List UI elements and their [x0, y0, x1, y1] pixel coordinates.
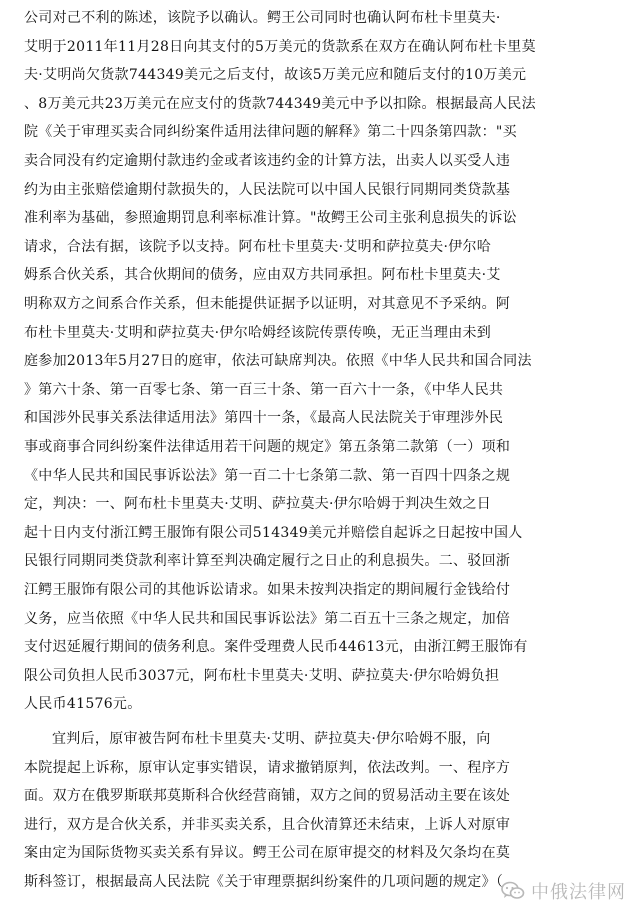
text-line: 、8万美元共23万美元在应支付的货款744349美元中予以扣除。根据最高人民法: [24, 95, 536, 112]
text-line: 起十日内支付浙江鳄王服饰有限公司514349美元并赔偿自起诉之日起按中国人: [24, 524, 523, 541]
watermark: [501, 878, 626, 904]
text-line: 艾明于2011年11月28日向其支付的5万美元的货款系在双方在确认阿布杜卡里莫: [24, 38, 536, 55]
text-line: 约为由主张赔偿逾期付款损失的，人民法院可以中国人民银行同期同类贷款基: [24, 181, 511, 198]
text-line: 斯科签订，根据最高人民法院《关于审理票据纠纷案件的几项问题的规定》（: [24, 874, 504, 890]
text-line: 夫·艾明尚欠货款744349美元之后支付，故该5万美元应和随后支付的10万美元: [24, 67, 527, 84]
text-line: 事或商事合同纠纷案件法律适用若干问题的规定》第五条第二款第（一）项和: [24, 439, 511, 455]
text-line: 》第六十条、第一百零七条、第一百三十条、第一百六十一条，《中华人民共: [24, 381, 504, 398]
text-line: 义务，应当依照《中华人民共和国民事诉讼法》第二百五十三条之规定，加倍: [24, 610, 511, 627]
text-line: 卖合同没有约定逾期付款违约金或者该违约金的计算方法，出卖人以买受人违: [24, 153, 511, 169]
watermark-text: 中俄法律网: [531, 882, 626, 903]
text-line: 定，判决：一、阿布杜卡里莫夫·艾明、萨拉莫夫·伊尔哈姆于判决生效之日: [24, 496, 492, 513]
text-line: 明称双方之间系合作关系，但未能提供证据予以证明，对其意见不予采纳。阿: [24, 296, 511, 312]
wechat-icon: [501, 881, 525, 901]
text-line: 庭参加2013年5月27日的庭审，依法可缺席判决。依照《中华人民共和国合同法: [24, 353, 532, 370]
text-line: 公司对己不利的陈述，该院予以确认。鳄王公司同时也确认阿布杜卡里莫夫·: [24, 10, 501, 26]
text-line: 院《关于审理买卖合同纠纷案件适用法律问题的解释》第二十四条第四款："买: [24, 124, 517, 141]
text-line: 限公司负担人民币3037元，阿布杜卡里莫夫·艾明、萨拉莫夫·伊尔哈姆负担: [24, 667, 500, 684]
text-line: 宜判后，原审被告阿布杜卡里莫夫·艾明、萨拉莫夫·伊尔哈姆不服，向: [52, 731, 491, 747]
text-line: 请求，合法有据，该院予以支持。阿布杜卡里莫夫·艾明和萨拉莫夫·伊尔哈: [24, 238, 492, 255]
text-line: 民银行同期同类贷款利率计算至判决确定履行之日止的利息损失。二、驳回浙: [24, 553, 511, 570]
text-line: 布杜卡里莫夫·艾明和萨拉莫夫·伊尔哈姆经该院传票传唤，无正当理由未到: [24, 324, 492, 341]
text-line: 进行，双方是合伙关系，并非买卖关系，且合伙清算还未结束，上诉人对原审: [24, 816, 511, 833]
text-line: 准利率为基础，参照逾期罚息利率标准计算。"故鳄王公司主张利息损失的诉讼: [24, 210, 517, 227]
text-line: 面。双方在俄罗斯联邦莫斯科合伙经营商铺，双方之间的贸易活动主要在该处: [24, 788, 511, 805]
text-line: 人民币41576元。: [24, 696, 142, 713]
text-line: 本院提起上诉称，原审认定事实错误，请求撤销原判，依法改判。一、程序方: [24, 759, 511, 776]
text-line: 姆系合伙关系，其合伙期间的债务，应由双方共同承担。阿布杜卡里莫夫·艾: [24, 267, 501, 284]
text-line: 和国涉外民事关系法律适用法》第四十一条，《最高人民法院关于审理涉外民: [24, 410, 504, 427]
text-line: 案由定为国际货物买卖关系有异议。鳄王公司在原审提交的材料及欠条均在莫: [24, 845, 511, 862]
text-line: 江鳄王服饰有限公司的其他诉讼请求。如果未按判决指定的期间履行金钱给付: [24, 582, 511, 598]
text-line: 支付迟延履行期间的债务利息。案件受理费人民币44613元，由浙江鳄王服饰有: [24, 639, 528, 656]
text-line: 《中华人民共和国民事诉讼法》第一百二十七条第二款、第一百四十四条之规: [24, 467, 511, 484]
